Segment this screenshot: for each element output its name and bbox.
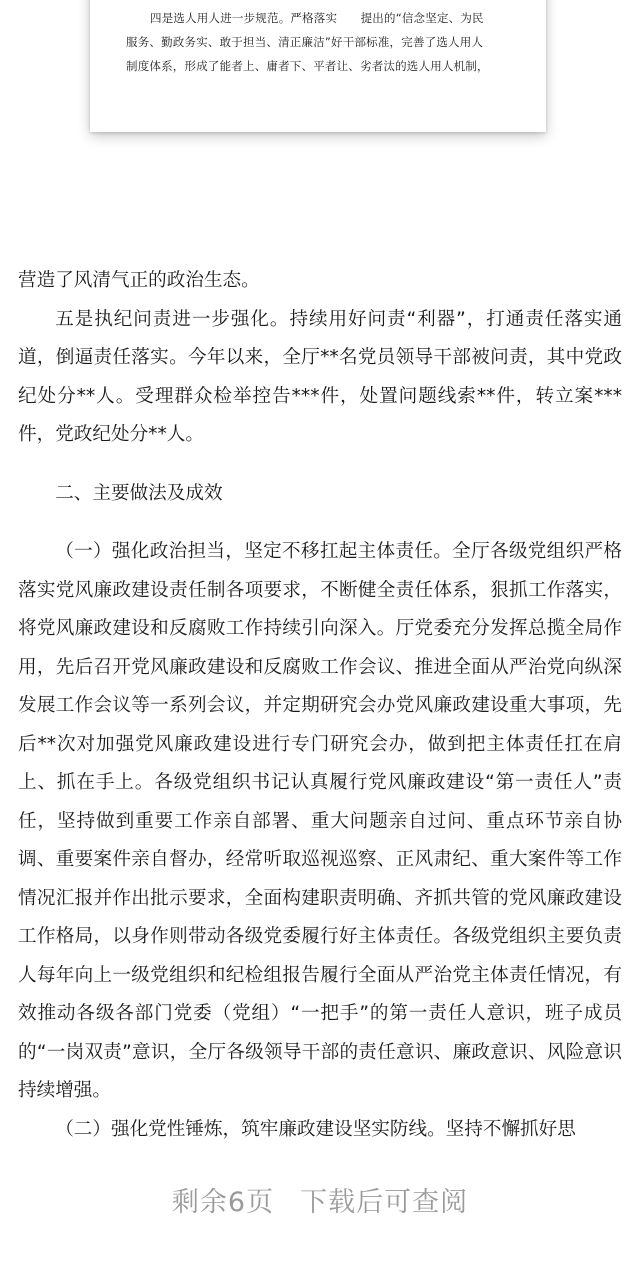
- preview-line: 四是选人用人进一步规范。严格落实 提出的“信念坚定、为民: [150, 11, 484, 25]
- remaining-pages-label[interactable]: 剩余6页: [171, 1187, 275, 1218]
- paragraph-party-spirit: （二）强化党性锤炼，筑牢廉政建设坚实防线。坚持不懈抓好思: [55, 1118, 576, 1140]
- paragraph-accountability: 五是执纪问责进一步强化。持续用好问责“利器”，打通责任落实通道，倒逼责任落实。今年以来，全厅**名党员领导干部被问责，其中党政纪处分**人。受理群众检举控告***件，处置问题线索**件，转立案***件，党政纪处分**人。: [18, 308, 622, 445]
- document-body: [18, 262, 622, 1149]
- preview-line: 服务、勤政务实、敢于担当、清正廉洁”好干部标准，完善了选人用人: [126, 35, 484, 49]
- preview-line: 制度体系，形成了能者上、庸者下、平者让、劣者汰的选人用人机制，: [126, 59, 489, 73]
- section-heading: 二、主要做法及成效: [55, 482, 223, 504]
- preview-page-card: [90, 0, 546, 132]
- paragraph-political-responsibility: （一）强化政治担当，坚定不移扛起主体责任。全厅各级党组织严格落实党风廉政建设责任制各项要求，不断健全责任体系，狠抓工作落实，将党风廉政建设和反腐败工作持续引向深入。厅党委充分发挥总揽全局作用，先后召开党风廉政建设和反腐败工作会议、推进全面从严治党向纵深发展工作会议等一系列会议，并定期研究会办党风廉政建设重大事项，先后**次对加强党风廉政建设进行专门研究会办，做到把主体责任扛在肩上、抓在手上。各级党组织书记认真履行党风廉政建设“第一责任人”责任，坚持做到重要工作亲自部署、重大问题亲自过问、重点环节亲自协调、重要案件亲自督办，经常听取巡视巡察、正风肃纪、重大案件等工作情况汇报并作出批示要求，全面构建职责明确、齐抓共管的党风廉政建设工作格局，以身作则带动各级党委履行好主体责任。各级党组织主要负责人每年向上一级党组织和纪检组报告履行全面从严治党主体责任情况，有效推动各级各部门党委（党组）“一把手”的第一责任人意识，班子成员的“一岗双责”意识，全厅各级领导干部的责任意识、廉政意识、风险意识持续增强。: [18, 541, 622, 1101]
- download-prompt[interactable]: [0, 1180, 640, 1219]
- paragraph-continuation: 营造了风清气正的政治生态。: [18, 270, 260, 291]
- download-to-view-label[interactable]: 下载后可查阅: [300, 1187, 469, 1218]
